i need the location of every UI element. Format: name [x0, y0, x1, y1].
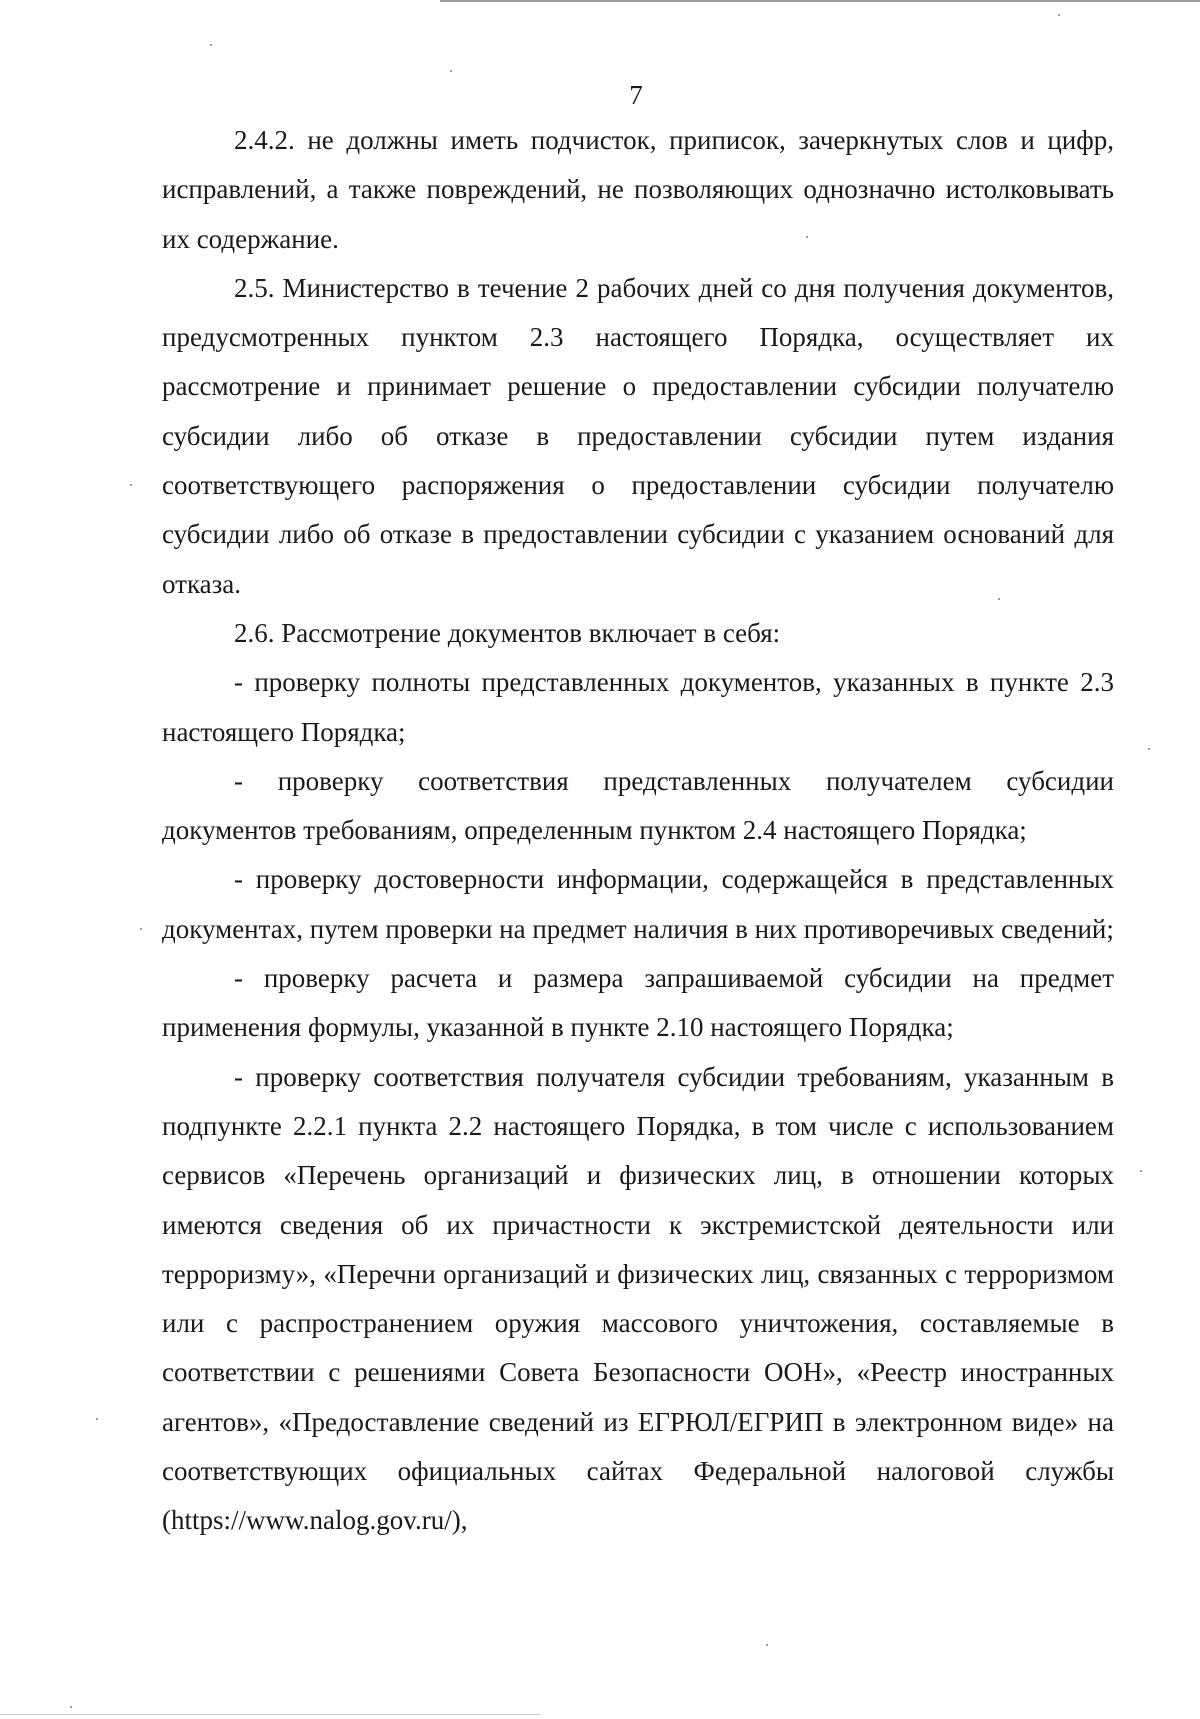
scan-speck	[1148, 748, 1150, 750]
paragraph-2-6: 2.6. Рассмотрение документов включает в себя:	[234, 617, 781, 648]
document-body	[162, 116, 1114, 1546]
scan-speck	[1140, 1170, 1142, 1172]
scan-speck	[806, 236, 808, 238]
scan-edge-top	[440, 0, 1200, 2]
paragraph-2-4-2: 2.4.2. не должны иметь подчисток, приписок, зачеркнутых слов и цифр, исправлений, а также повреждений, не позволяющих однозначно истолковывать их содержание.	[162, 125, 1114, 254]
list-item-requirements: - проверку соответствия представленных получателем субсидии документов требованиям, определенным пунктом 2.4 настоящего Порядка;	[162, 765, 1114, 846]
page-number: 7	[629, 80, 643, 110]
scan-speck	[998, 598, 1000, 600]
scan-speck	[210, 44, 212, 46]
scan-edge-bottom	[0, 1714, 540, 1715]
scan-speck	[96, 1418, 98, 1420]
scan-speck	[766, 1644, 768, 1646]
list-item-calculation: - проверку расчета и размера запрашиваемой субсидии на предмет применения формулы, указанной в пункте 2.10 настоящего Порядка;	[162, 963, 1114, 1043]
scan-speck	[130, 484, 132, 486]
list-item-recipient-check: - проверку соответствия получателя субсидии требованиям, указанным в подпункте 2.2.1 пункта 2.2 настоящего Порядка, в том числе с использованием сервисов «Перечень организаций и физических лиц, в отношении которых имеются сведения об их причастности к экстремистской деятельности или терроризму», «Перечни организаций и физических лиц, связанных с терроризмом или с распространением оружия массового уничтожения, составляемые в соответствии с решениями Совета Безопасности ООН», «Реестр иностранных агентов», «Предоставление сведений из ЕГРЮЛ/ЕГРИП в электронном виде» на соответствующих официальных сайтах Федеральной налоговой службы (https://www.nalog.gov.ru/),	[162, 1061, 1114, 1536]
paragraph-2-5: 2.5. Министерство в течение 2 рабочих дней со дня получения документов, предусмотренных пунктом 2.3 настоящего Порядка, осуществляет их рассмотрение и принимает решение о предоставлении субсидии получателю субсидии либо об отказе в предоставлении субсидии путем издания соответствующего распоряжения о предоставлении субсидии получателю субсидии либо об отказе в предоставлении субсидии с указанием оснований для отказа.	[162, 272, 1114, 599]
list-item-reliability: - проверку достоверности информации, содержащейся в представленных документах, путем проверки на предмет наличия в них противоречивых сведений;	[162, 864, 1114, 944]
scan-speck	[450, 70, 452, 72]
scan-speck	[70, 1706, 72, 1708]
scan-speck	[140, 928, 142, 930]
list-item-completeness: - проверку полноты представленных документов, указанных в пункте 2.3 настоящего Порядка;	[162, 667, 1114, 747]
scan-speck	[1058, 14, 1060, 16]
